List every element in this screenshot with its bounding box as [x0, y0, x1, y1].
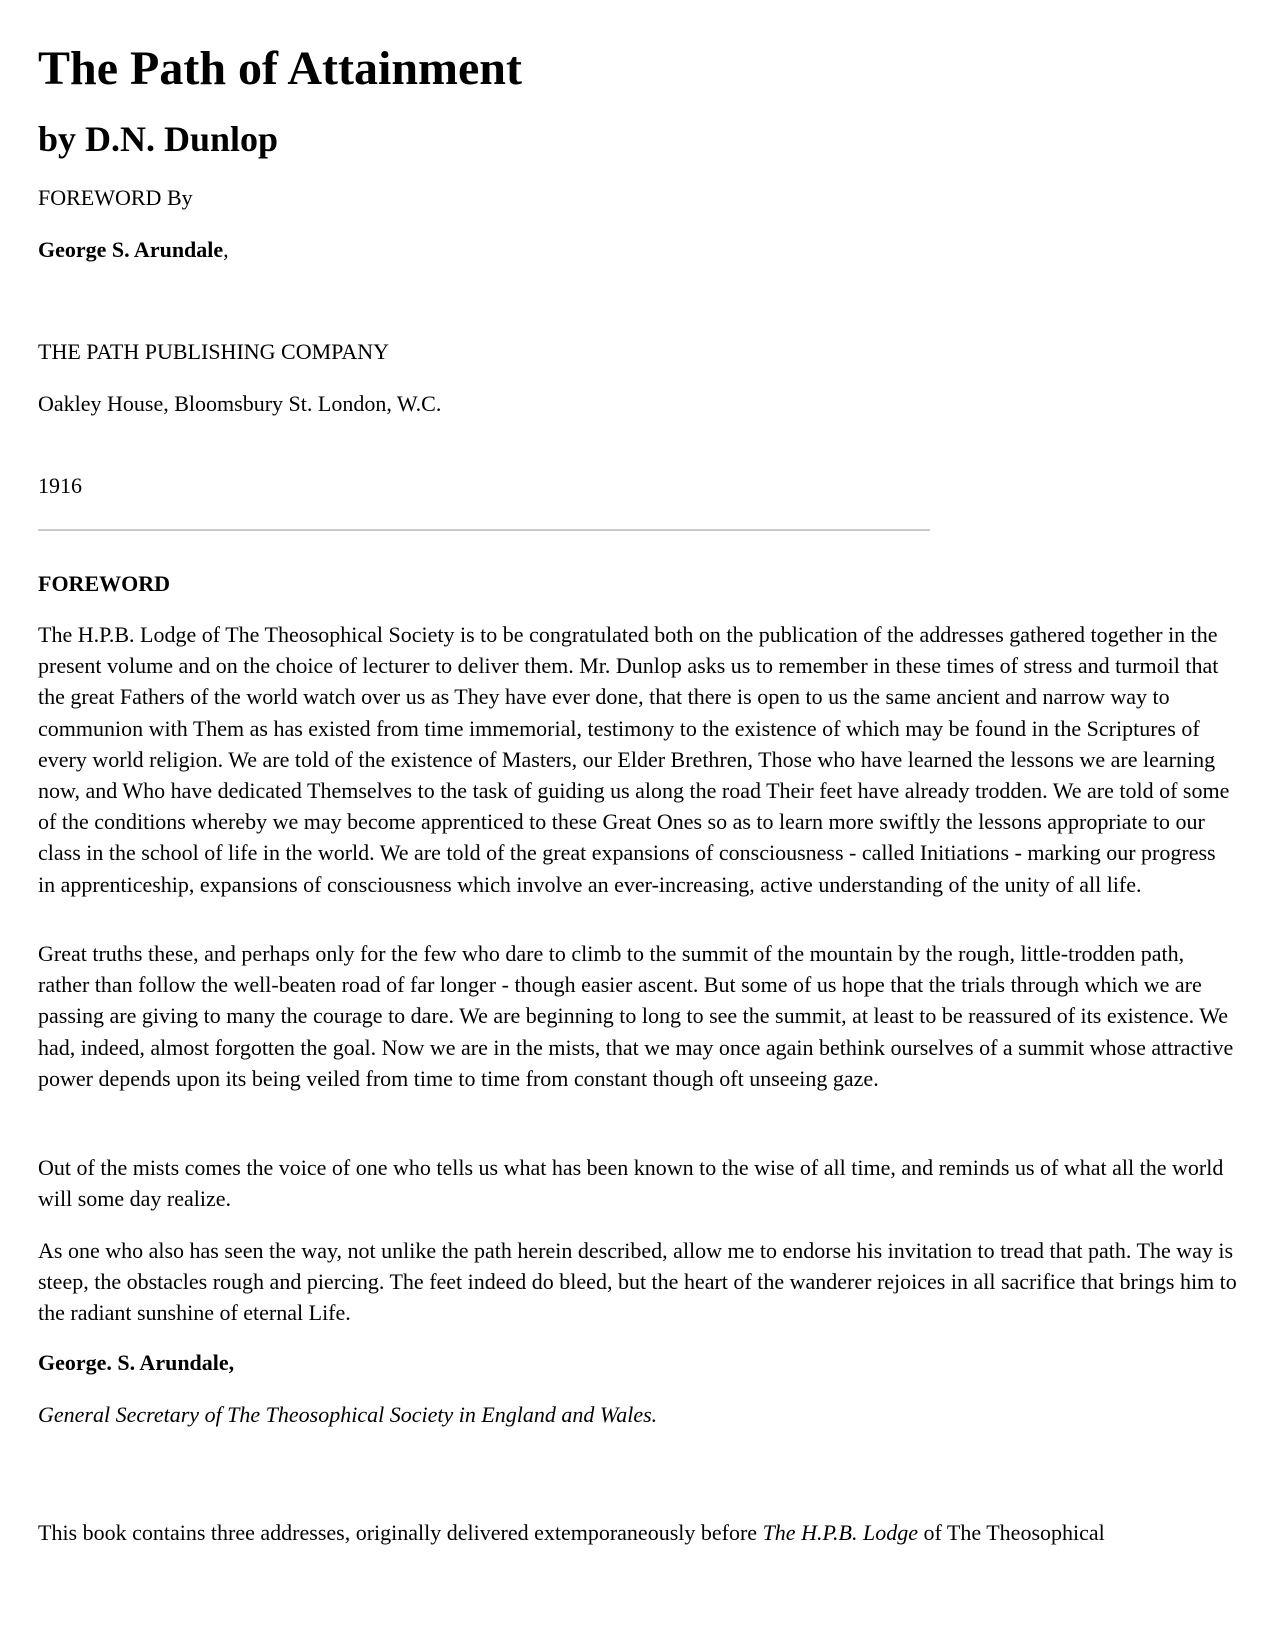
foreword-paragraph-3: Out of the mists comes the voice of one who tells us what has been known to the wise of all time, and reminds us of what all the world will some day realize.	[38, 1155, 1224, 1212]
foreword-paragraph-4: As one who also has seen the way, not unlike the path herein described, allow me to endorse his invitation to tread that path. The way is steep, the obstacles rough and piercing. The feet indeed do bleed, but the heart of the wanderer rejoices in all sacrifice that brings him to the radiant sunshine of eternal Life.	[38, 1238, 1237, 1326]
publisher-address: Oakley House, Bloomsbury St. London, W.C.	[38, 391, 442, 416]
foreword-author-name: George S. Arundale	[38, 237, 224, 262]
horizontal-divider	[38, 529, 930, 531]
publication-year: 1916	[38, 473, 82, 498]
foreword-heading: FOREWORD	[38, 571, 170, 596]
signature-name: George. S. Arundale,	[38, 1350, 235, 1375]
publisher-name: THE PATH PUBLISHING COMPANY	[38, 339, 390, 364]
signature-title: General Secretary of The Theosophical Society in England and Wales.	[38, 1402, 658, 1427]
closing-lodge-name: The H.P.B. Lodge	[762, 1520, 918, 1545]
foreword-paragraph-1: The H.P.B. Lodge of The Theosophical Society is to be congratulated both on the publication of the addresses gathered together in the present volume and on the choice of lecturer to deliver them. Mr. Dunlop asks us to remember in these times of stress and turmoil that the great Fathers of the world watch over us as They have ever done, that there is open to us the same ancient and narrow way to communion with Them as has existed from time immemorial, testimony to the existence of which may be found in the Scriptures of every world religion. We are told of the existence of Masters, our Elder Brethren, Those who have learned the lessons we are learning now, and Who have dedicated Themselves to the task of guiding us along the road Their feet have already trodden. We are told of some of the conditions whereby we may become apprenticed to these Great Ones so as to learn more swiftly the lessons appropriate to our class in the school of life in the world. We are told of the great expansions of consciousness - called Initiations - marking our progress in apprenticeship, expansions of consciousness which involve an ever-increasing, active understanding of the unity of all life.	[38, 622, 1230, 897]
closing-paragraph	[38, 1519, 1105, 1547]
foreword-by-label: FOREWORD By	[38, 185, 193, 210]
book-title: The Path of Attainment	[38, 42, 522, 95]
book-author: by D.N. Dunlop	[38, 119, 279, 159]
foreword-author-comma: ,	[223, 237, 229, 262]
foreword-paragraph-2: Great truths these, and perhaps only for the few who dare to climb to the summit of the mountain by the rough, little-trodden path, rather than follow the well-beaten road of far longer - though easier ascent. But some of us hope that the trials through which we are passing are giving to many the courage to dare. We are beginning to long to see the summit, at least to be reassured of its existence. We had, indeed, almost forgotten the goal. Now we are in the mists, that we may once again bethink ourselves of a summit whose attractive power depends upon its being veiled from time to time from constant though oft unseeing gaze.	[38, 941, 1234, 1091]
foreword-author-line	[38, 236, 229, 264]
closing-text-after: of The Theosophical	[918, 1520, 1105, 1545]
closing-text-before: This book contains three addresses, originally delivered extemporaneously before	[38, 1520, 763, 1545]
